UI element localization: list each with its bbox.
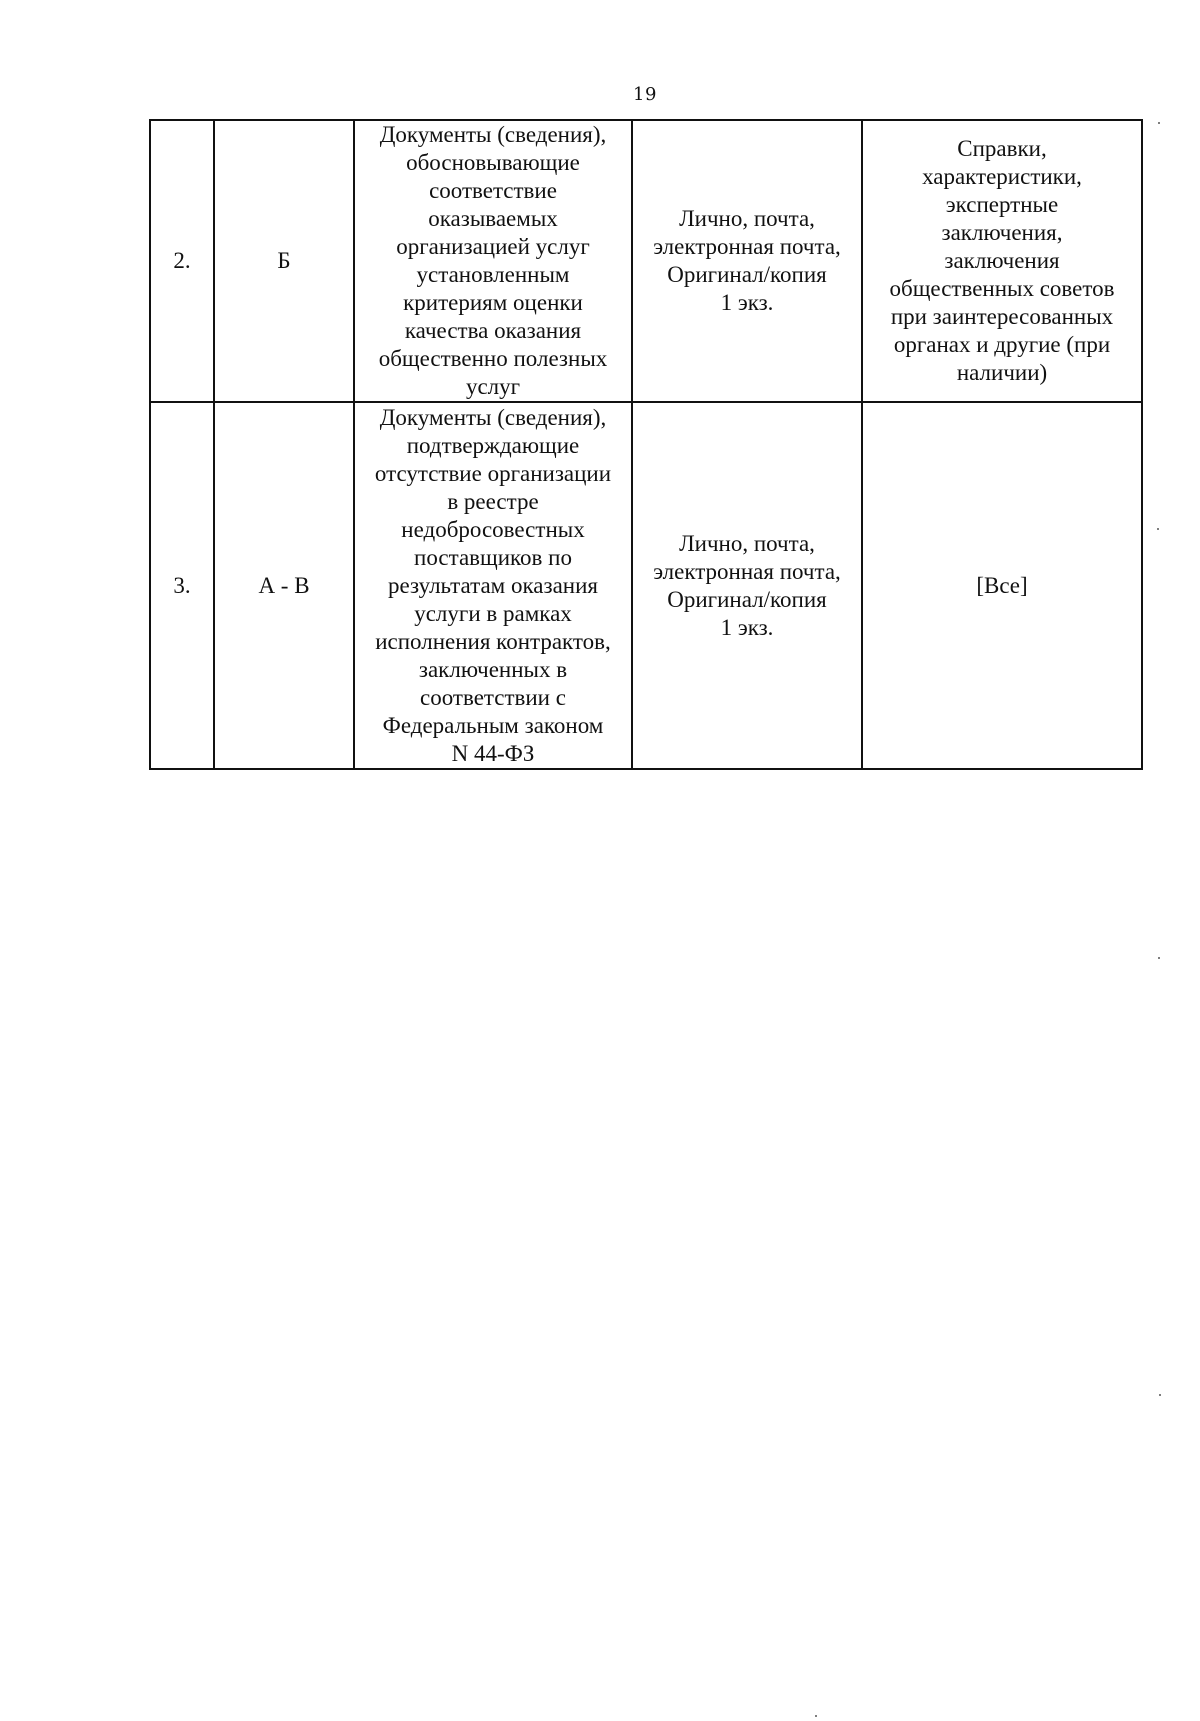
scan-speck [1157,528,1159,530]
row-number: 2. [173,248,191,273]
table-row [150,120,1142,402]
scan-speck [1158,957,1160,959]
category-cell [214,120,354,402]
page-number: 19 [633,84,657,105]
submission-cell [632,402,862,769]
scan-speck [1159,1394,1161,1396]
row-number-cell [150,120,214,402]
row-notes: [Все] [976,572,1028,598]
scan-speck [1158,122,1160,124]
row-notes: Справки, характеристики, экспертные заключения, заключения общественных советов при заинтересованных органах и другие (при наличии) [889,136,1115,385]
table-row [150,402,1142,769]
category-cell [214,402,354,769]
row-documents: Документы (сведения), обосновывающие соответствие оказываемых организацией услуг установленным критериям оценки качества оказания общественно полезных услуг [378,122,608,399]
row-submission: Лично, почта, электронная почта, Оригинал/копия 1 экз. [653,206,841,315]
row-submission: Лично, почта, электронная почта, Оригинал/копия 1 экз. [653,530,841,640]
notes-cell [862,120,1142,402]
row-category: А - В [258,572,310,598]
notes-cell [862,402,1142,769]
row-documents: Документы (сведения), подтверждающие отсутствие организации в реестре недобросовестных поставщиков по результатам оказания услуги в рамках исполнения контрактов, заключенных в соответствии с Федеральным законом N 44-ФЗ [374,404,612,766]
row-category: Б [277,248,291,273]
scan-speck [815,1715,817,1717]
row-number: 3. [173,572,191,598]
requirements-table [149,119,1143,770]
submission-cell [632,120,862,402]
row-number-cell [150,402,214,769]
documents-cell [354,120,632,402]
documents-cell [354,402,632,769]
